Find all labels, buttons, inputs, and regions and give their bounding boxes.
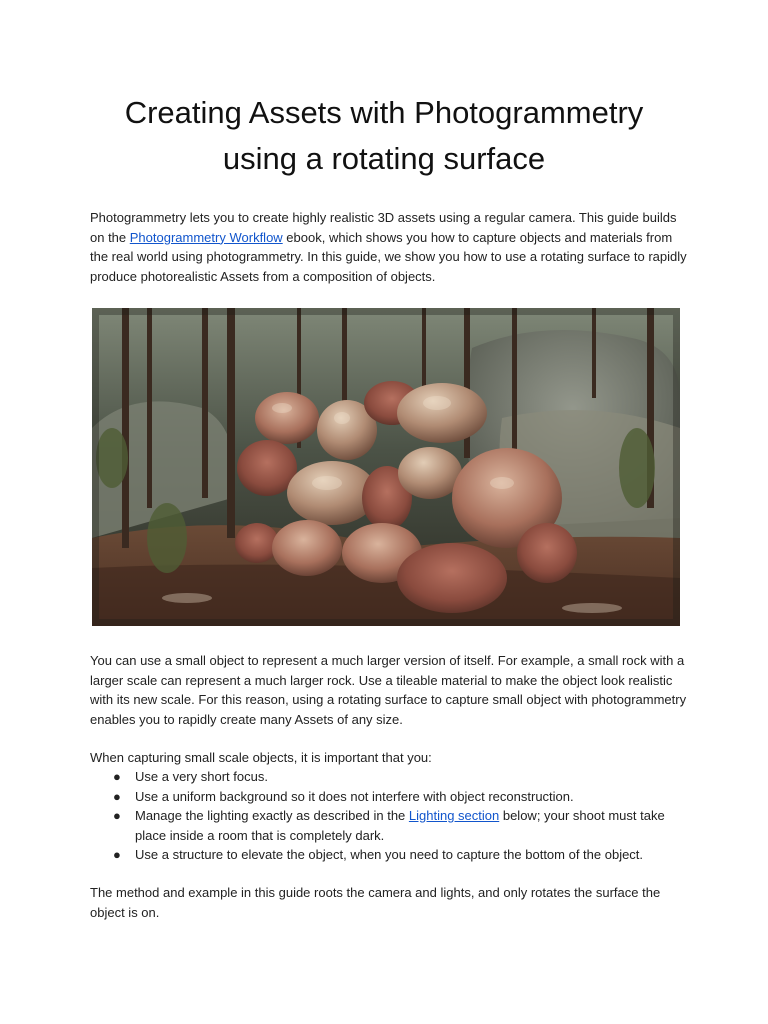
bullet-icon: ● (113, 808, 121, 823)
lighting-section-link[interactable]: Lighting section (408, 808, 500, 823)
title-line-2: using a rotating surface (222, 141, 546, 176)
intro-paragraph (90, 208, 690, 286)
list-item-text-start: Manage the lighting exactly as described in the (135, 808, 409, 823)
list-item (90, 787, 690, 807)
method-paragraph: The method and example in this guide roots the camera and lights, and only rotates the surface the object is on. (90, 885, 661, 920)
page-title (0, 90, 768, 182)
bullet-icon: ● (113, 788, 121, 804)
list-item-text: Use a uniform background so it does not interfere with object reconstruction. (135, 788, 574, 804)
rock-pile-image (92, 308, 680, 626)
list-item (90, 806, 690, 845)
bullet-icon: ● (113, 769, 121, 784)
photogrammetry-workflow-link[interactable]: Photogrammetry Workflow (129, 229, 283, 245)
scale-paragraph: You can use a small object to represent a much larger version of itself. For example, a small rock with a larger scale can represent a much larger rock. Use a tileable material to make the object look realistic with its new scale. For this reason, using a rotating surface to capture small object with photogrammetry enables you to rapidly create many Assets of any size. (90, 653, 687, 727)
title-line-1: Creating Assets with Photogrammetry (124, 95, 644, 130)
intro-text-start: Photogrammetry lets you to create highly realistic 3D assets using a regular camera. This guide builds on the (90, 210, 677, 245)
list-item (90, 767, 690, 787)
list-item-text-end: below; your shoot must take place inside a room that is completely dark. (135, 808, 665, 843)
list-item-text: Use a very short focus. (135, 769, 268, 784)
capture-tips-list (90, 767, 690, 865)
list-item-text: Use a structure to elevate the object, when you need to capture the bottom of the object. (135, 847, 644, 862)
list-item (90, 845, 690, 865)
intro-text-end: ebook, which shows you how to capture objects and materials from the real world using photogrammetry. In this guide, we show you how to use a rotating surface to rapidly produce photorealistic Assets from a composition of objects. (90, 229, 687, 284)
bullet-icon: ● (113, 847, 121, 862)
capture-intro-paragraph: When capturing small scale objects, it is important that you: (90, 750, 432, 765)
